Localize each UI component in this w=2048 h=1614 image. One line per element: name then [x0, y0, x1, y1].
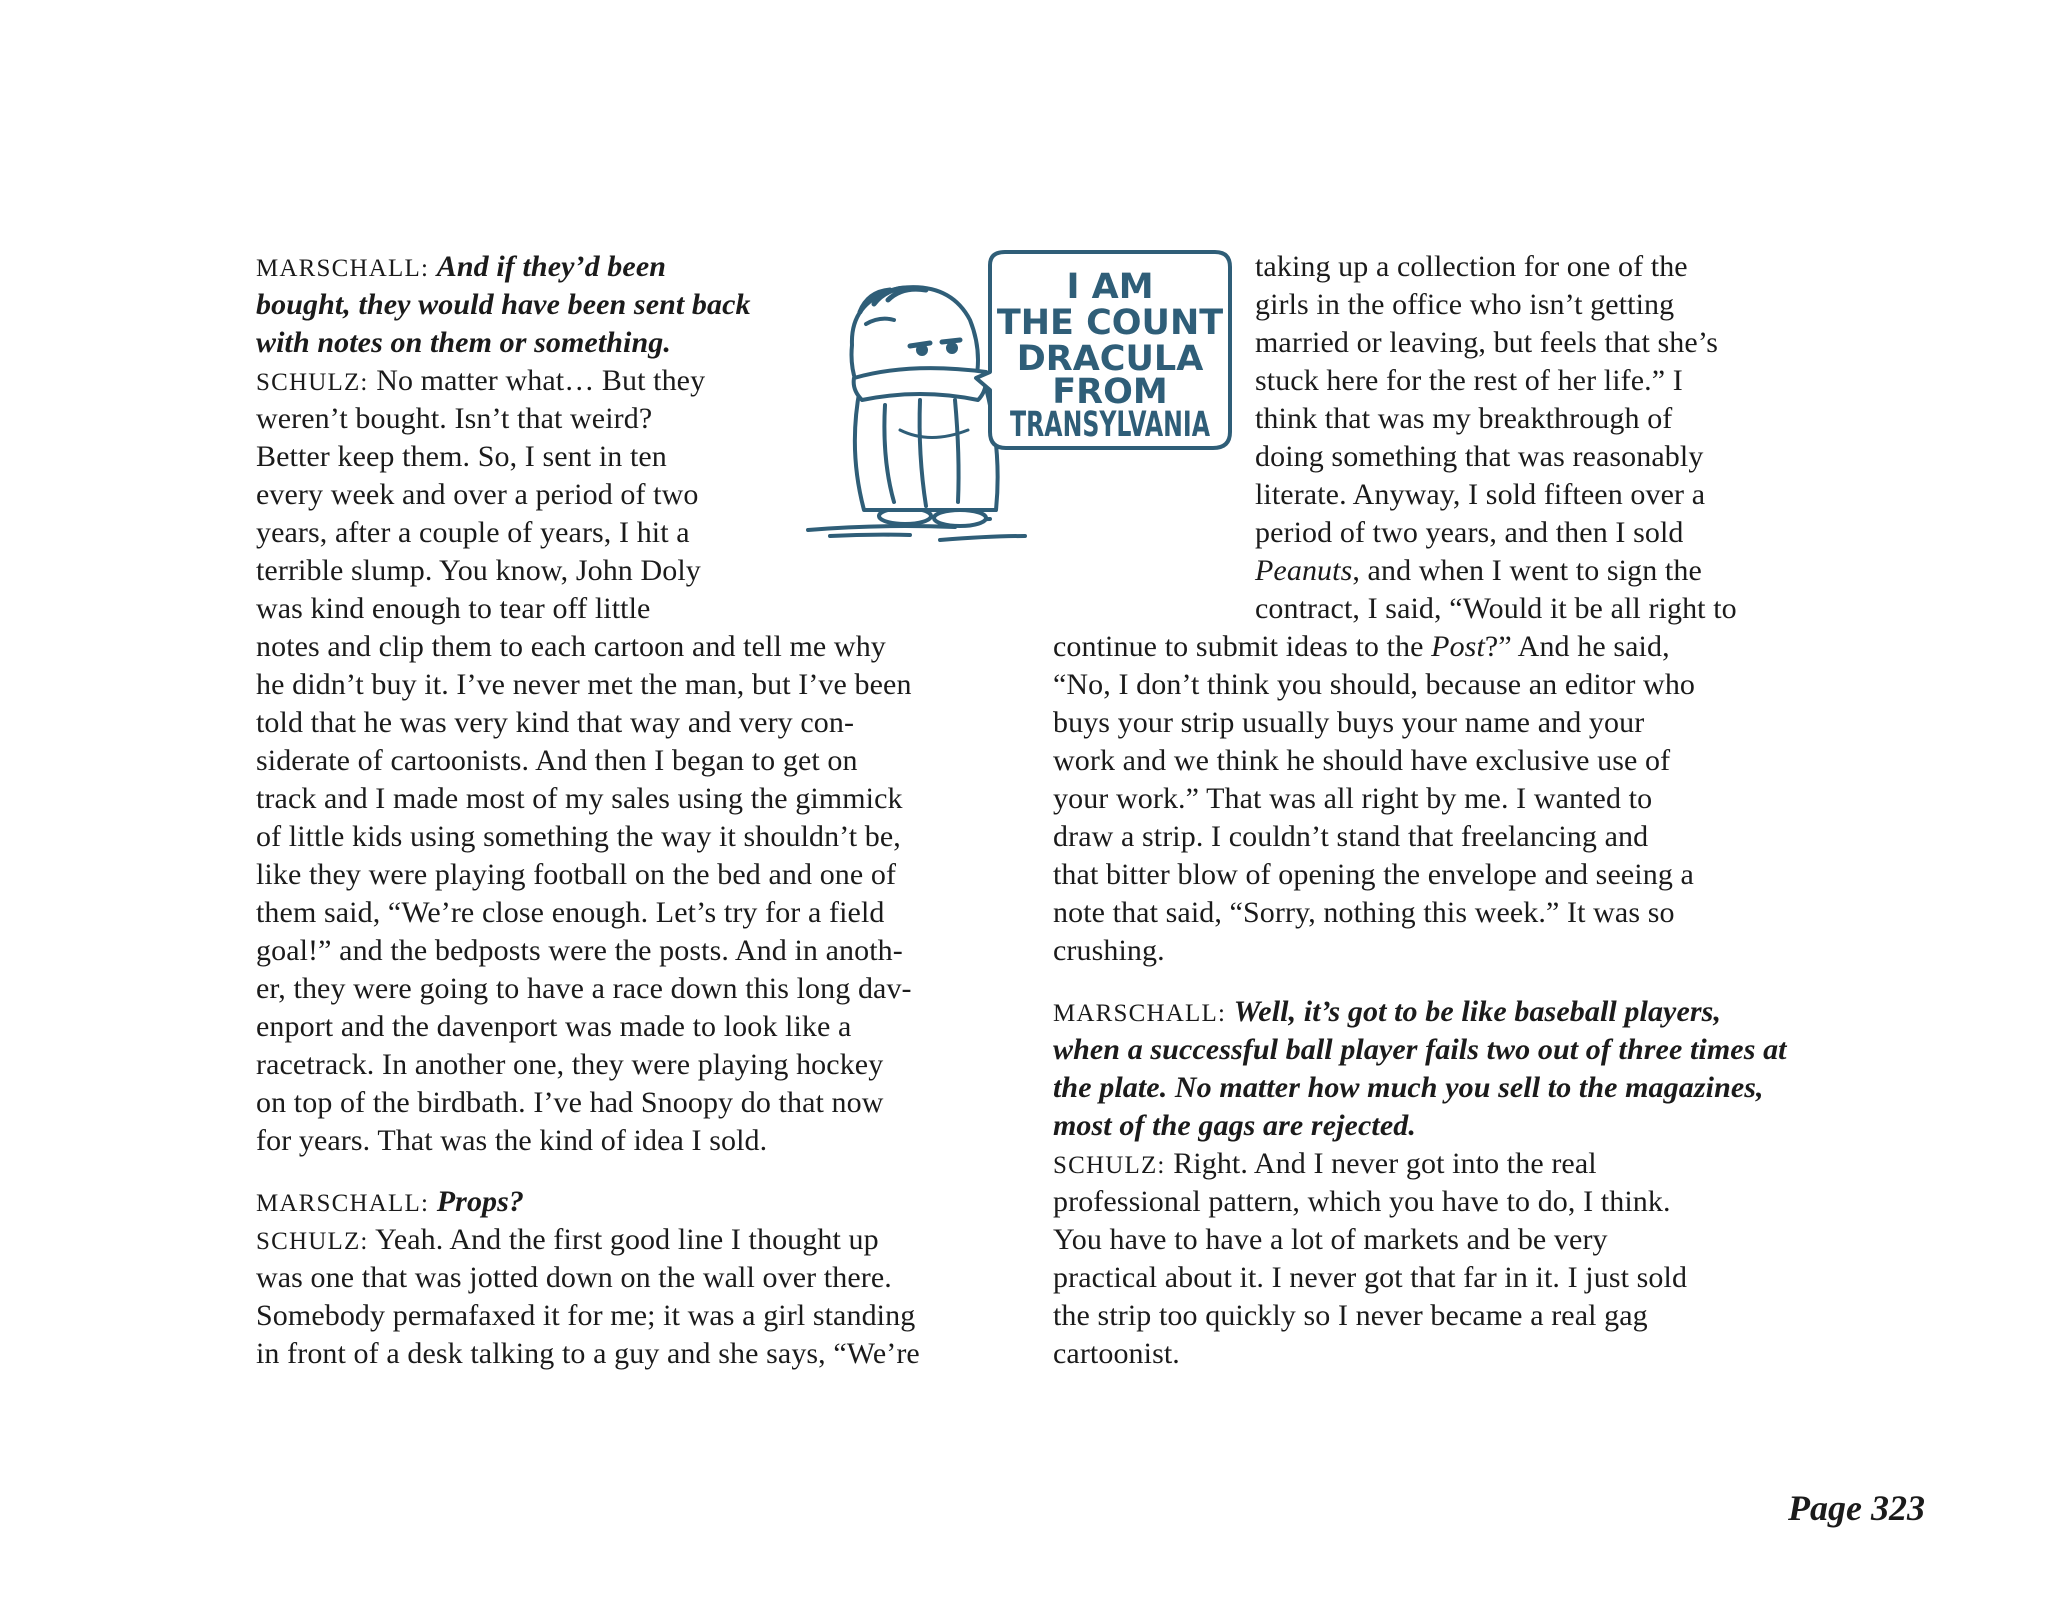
speaker-label: MARSCHALL:	[1053, 1000, 1227, 1027]
text-line: married or leaving, but feels that she’s	[1255, 326, 1719, 359]
text-line: “No, I don’t think you should, because an editor who	[1053, 668, 1696, 701]
text-line: weren’t bought. Isn’t that weird?	[256, 402, 653, 435]
text-line: terrible slump. You know, John Doly	[256, 554, 701, 587]
question-text: when a successful ball player fails two out of three times at	[1053, 1033, 1787, 1066]
text-line: like they were playing football on the bed and one of	[256, 858, 897, 891]
answer-text: Right. And I never got into the real	[1173, 1147, 1597, 1180]
bubble-text: I AM	[1066, 267, 1154, 307]
text-run: continue to submit ideas to the	[1053, 630, 1432, 663]
question-text: bought, they would have been sent back	[256, 288, 751, 321]
text-line: the strip too quickly so I never became a real gag	[1053, 1299, 1648, 1332]
text-line: of little kids using something the way it shouldn’t be,	[256, 820, 901, 853]
bubble-text: THE COUNT	[996, 303, 1224, 343]
page-number: Page 323	[1788, 1488, 1925, 1528]
question-text: with notes on them or something.	[256, 326, 671, 359]
text-line: er, they were going to have a race down this long dav-	[256, 972, 912, 1005]
text-line	[256, 1183, 524, 1223]
text-line: contract, I said, “Would it be all right to	[1255, 592, 1737, 625]
answer-text: No matter what… But they	[376, 364, 706, 397]
text-line: years, after a couple of years, I hit a	[256, 516, 690, 549]
text-line: Better keep them. So, I sent in ten	[256, 440, 667, 473]
text-line: You have to have a lot of markets and be very	[1053, 1223, 1608, 1256]
text-line	[256, 1221, 879, 1261]
text-line	[256, 248, 666, 288]
text-line: told that he was very kind that way and very con-	[256, 706, 855, 739]
text-line: racetrack. In another one, they were playing hockey	[256, 1048, 884, 1081]
speaker-label: SCHULZ:	[1053, 1152, 1166, 1179]
bubble-text: FROM	[1052, 372, 1168, 412]
text-line: notes and clip them to each cartoon and tell me why	[256, 630, 886, 663]
speaker-label: MARSCHALL:	[256, 255, 430, 282]
text-line: stuck here for the rest of her life.” I	[1255, 364, 1683, 397]
question-text: Well, it’s got to be like baseball players,	[1233, 995, 1722, 1028]
text-line: work and we think he should have exclusive use of	[1053, 744, 1671, 777]
text-line: cartoonist.	[1053, 1337, 1180, 1370]
text-line: was one that was jotted down on the wall over there.	[256, 1261, 892, 1294]
text-line: goal!” and the bedposts were the posts. And in anoth-	[256, 934, 903, 967]
text-line: enport and the davenport was made to look like a	[256, 1010, 852, 1043]
text-line: taking up a collection for one of the	[1255, 250, 1688, 283]
text-line: think that was my breakthrough of	[1255, 402, 1673, 435]
text-line: your work.” That was all right by me. I wanted to	[1053, 782, 1653, 815]
text-line: in front of a desk talking to a guy and she says, “We’re	[256, 1337, 920, 1370]
title-peanuts: Peanuts	[1255, 554, 1353, 587]
text-line	[256, 362, 705, 402]
speaker-label: MARSCHALL:	[256, 1190, 430, 1217]
text-line: he didn’t buy it. I’ve never met the man, but I’ve been	[256, 668, 912, 701]
text-line: note that said, “Sorry, nothing this week.” It was so	[1053, 896, 1675, 929]
text-line: practical about it. I never got that far in it. I just sold	[1053, 1261, 1688, 1294]
text-line	[1053, 993, 1721, 1033]
text-line: that bitter blow of opening the envelope and seeing a	[1053, 858, 1694, 891]
question-text: most of the gags are rejected.	[1053, 1109, 1416, 1142]
text-line: crushing.	[1053, 934, 1165, 967]
cartoon-illustration	[790, 240, 1240, 555]
text-line: for years. That was the kind of idea I sold.	[256, 1124, 768, 1157]
text-line	[1053, 628, 1670, 666]
text-line: buys your strip usually buys your name and your	[1053, 706, 1645, 739]
text-line: was kind enough to tear off little	[256, 592, 651, 625]
text-line: professional pattern, which you have to do, I think.	[1053, 1185, 1671, 1218]
speaker-label: SCHULZ:	[256, 1228, 369, 1255]
cartoon-kid	[852, 287, 998, 526]
bubble-text: DRACULA	[1016, 339, 1204, 379]
text-line: girls in the office who isn’t getting	[1255, 288, 1675, 321]
text-line	[1255, 552, 1702, 590]
title-post: Post	[1431, 630, 1485, 663]
text-line: them said, “We’re close enough. Let’s try for a field	[256, 896, 885, 929]
text-line: doing something that was reasonably	[1255, 440, 1704, 473]
question-text: the plate. No matter how much you sell to the magazines,	[1053, 1071, 1764, 1104]
text-line: track and I made most of my sales using the gimmick	[256, 782, 903, 815]
text-line: Somebody permafaxed it for me; it was a girl standing	[256, 1299, 916, 1332]
question-text: Props?	[436, 1185, 525, 1218]
bubble-text: TRANSYLVANIA	[1010, 405, 1210, 445]
text-line: on top of the birdbath. I’ve had Snoopy do that now	[256, 1086, 884, 1119]
speech-bubble	[976, 252, 1230, 448]
question-text: And if they’d been	[436, 250, 667, 283]
text-line: period of two years, and then I sold	[1255, 516, 1684, 549]
text-line: draw a strip. I couldn’t stand that freelancing and	[1053, 820, 1649, 853]
text-run: , and when I went to sign the	[1352, 554, 1702, 587]
speaker-label: SCHULZ:	[256, 369, 369, 396]
text-line: literate. Anyway, I sold fifteen over a	[1255, 478, 1706, 511]
answer-text: Yeah. And the first good line I thought up	[375, 1223, 879, 1256]
text-run: ?” And he said,	[1484, 630, 1670, 663]
text-line: siderate of cartoonists. And then I began to get on	[256, 744, 858, 777]
text-line: every week and over a period of two	[256, 478, 699, 511]
text-line	[1053, 1145, 1597, 1185]
